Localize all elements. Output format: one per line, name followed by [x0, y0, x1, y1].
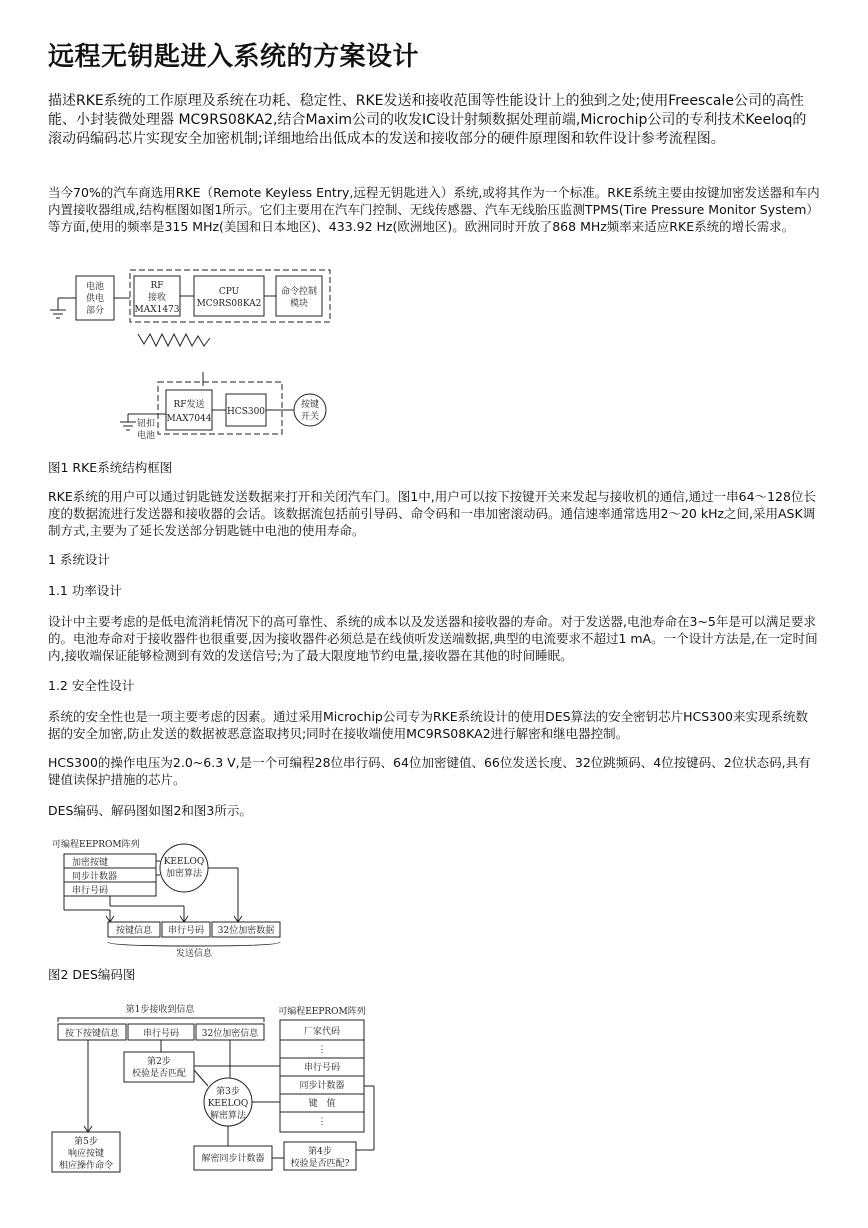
- fig2-algo-label-1: KEELOQ: [163, 857, 205, 867]
- fig2-algo-label-2: 加密算法: [165, 869, 203, 879]
- fig3-step5-label-2: 响应按键: [67, 1149, 105, 1159]
- cpu-label-2: MC9RS08KA2: [196, 299, 262, 309]
- abstract: 描述RKE系统的工作原理及系统在功耗、稳定性、RKE发送和接收范围等性能设计上的独到之处;使用Freescale公司的高性能、小封装微处理器 MC9RS08KA2,结合Maxim公司的收发IC设计射频数据处理前端,Microchip公司的专利技术Keeloq的滚动码编码芯片实现安全加密机制;详细地给出低成本的发送和接收部分的硬件原理图和软件设计参考流程图。: [48, 93, 807, 147]
- fig3-step5-label-1: 第5步: [74, 1137, 98, 1147]
- fig3-eeprom-row-3: 串行号码: [303, 1063, 341, 1073]
- fig3-input-key-press: 按下按键信息: [64, 1029, 120, 1039]
- figure-2-caption: 图2 DES编码图: [48, 967, 136, 982]
- radio-wave: [138, 334, 210, 346]
- section-heading-1-1: 1.1 功率设计: [48, 583, 122, 598]
- battery-label-3: 部分: [85, 306, 105, 316]
- fig1-paragraph: RKE系统的用户可以通过钥匙链发送数据来打开和关闭汽车门。图1中,用户可以按下按键开关来发起与接收机的通信,通过一串64～128位长度的数据流进行发送器和接收器的会话。该数据流包括前引导码、命令码和一串加密滚动码。通信速率通常选用2～20 kHz之间,采用ASK调制方式,主要为了延长发送部分钥匙链中电池的使用寿命。: [48, 489, 816, 538]
- fig3-step4-label-1: 第4步: [308, 1147, 332, 1157]
- fig3-input-encrypted: 32位加密信息: [201, 1029, 259, 1039]
- battery-label-2: 供电: [85, 294, 105, 304]
- fig2-output-encrypted: 32位加密数据: [217, 926, 275, 936]
- page-title: 远程无钥匙进入系统的方案设计: [48, 42, 420, 72]
- battery-label-1: 电池: [85, 282, 105, 292]
- des-paragraph: DES编码、解码图如图2和图3所示。: [48, 803, 252, 818]
- figure-1-caption: 图1 RKE系统结构框图: [48, 460, 173, 475]
- cpu-label-1: CPU: [218, 287, 240, 297]
- rf-receiver-label-3: MAX1473: [134, 305, 180, 315]
- hcs300-label: HCS300: [226, 407, 266, 417]
- fig3-eeprom-label: 可编程EEPROM阵列: [278, 1007, 366, 1017]
- fig3-step3-label-3: 解密算法: [209, 1111, 247, 1121]
- fig2-output-key-info: 按键信息: [115, 926, 153, 936]
- fig3-step3-label-2: KEELOQ: [207, 1099, 249, 1109]
- rf-transmitter-label-2: MAX7044: [166, 414, 212, 424]
- key-switch-label-2: 开关: [300, 412, 320, 422]
- section-heading-1: 1 系统设计: [48, 552, 110, 567]
- fig3-step2-label-1: 第2步: [147, 1057, 171, 1067]
- fig2-output-serial: 串行号码: [167, 926, 205, 936]
- fig2-send-label: 发送信息: [175, 949, 213, 958]
- section-heading-1-2: 1.2 安全性设计: [48, 678, 135, 693]
- fig3-eeprom-row-6: ⋮: [317, 1117, 327, 1127]
- fig3-eeprom-row-2: ⋮: [317, 1045, 327, 1055]
- cmd-control-label-2: 模块: [289, 299, 309, 309]
- fig2-row-encrypt-key: 加密按键: [72, 858, 109, 868]
- keeloq-encrypt-circle: [160, 844, 208, 892]
- rf-receiver-label-1: RF: [150, 281, 164, 291]
- cmd-control-label-1: 命令控制: [280, 287, 318, 297]
- rf-transmitter-label-1: RF发送: [173, 400, 205, 410]
- fig3-step5-label-3: 相应操作命令: [58, 1161, 114, 1171]
- intro-paragraph: 当今70%的汽车商选用RKE（Remote Keyless Entry,远程无钥匙进入）系统,或将其作为一个标准。RKE系统主要由按键加密发送器和车内内置接收器组成,结构框图如图1所示。它们主要用在汽车门控制、无线传感器、汽车无线胎压监测TPMS(Tire Pressure Monitor System）等方面,使用的频率是315 MHz(美国和日本地区)、433.92 Hz(欧洲地区)。欧洲同时开放了868 MHz频率来适应RKE系统的增长需求。: [48, 185, 820, 234]
- fig3-step3-label-1: 第3步: [216, 1087, 240, 1097]
- fig2-eeprom-label: 可编程EEPROM阵列: [52, 840, 140, 850]
- fig2-row-serial: 串行号码: [72, 886, 109, 896]
- fig3-input-serial: 串行号码: [142, 1029, 180, 1039]
- fig3-decrypt-counter-label: 解密同步计数器: [201, 1154, 265, 1164]
- figure-2-des-encoding: [48, 834, 288, 958]
- fig3-eeprom-row-5: 键 值: [308, 1099, 336, 1109]
- rf-receiver-label-2: 接收: [147, 293, 167, 303]
- fig3-eeprom-row-1: 厂家代码: [303, 1027, 341, 1037]
- security-paragraph-1: 系统的安全性也是一项主要考虑的因素。通过采用Microchip公司专为RKE系统设计的使用DES算法的安全密钥芯片HCS300来实现系统数据的安全加密,防止发送的数据被恶意盗取拷贝;同时在接收端使用MC9RS08KA2进行解密和继电器控制。: [48, 709, 809, 741]
- power-paragraph: 设计中主要考虑的是低电流消耗情况下的高可靠性、系统的成本以及发送器和接收器的寿命。对于发送器,电池寿命在3~5年是可以满足要求的。电池寿命对于接收器件也很重要,因为接收器件必须总是在线侦听发送端数据,典型的电流要求不超过1 mA。一个设计方法是,在一定时间内,接收端保证能够检测到有效的发送信号;为了最大限度地节约电量,接收器在其他的时间睡眠。: [48, 614, 818, 663]
- rf-transmitter-box: [166, 390, 212, 430]
- fig3-eeprom-row-4: 同步计数器: [299, 1081, 345, 1091]
- button-battery-label-2: 电池: [136, 431, 156, 441]
- fig2-row-sync-counter: 同步计数器: [72, 872, 118, 882]
- security-paragraph-2: HCS300的操作电压为2.0~6.3 V,是一个可编程28位串行码、64位加密键值、66位发送长度、32位跳频码、4位按键码、2位状态码,具有键值读保护措施的芯片。: [48, 755, 811, 787]
- figure-3-des-decoding: [48, 1000, 378, 1176]
- key-switch-label-1: 按键: [300, 400, 320, 410]
- figure-1-block-diagram: [48, 264, 348, 450]
- fig3-step4-label-2: 校验是否匹配?: [290, 1159, 350, 1169]
- fig3-step1-label: 第1步接收到信息: [125, 1005, 195, 1015]
- button-battery-label-1: 钮扣: [136, 419, 156, 429]
- fig3-step2-label-2: 校验是否匹配: [131, 1069, 187, 1079]
